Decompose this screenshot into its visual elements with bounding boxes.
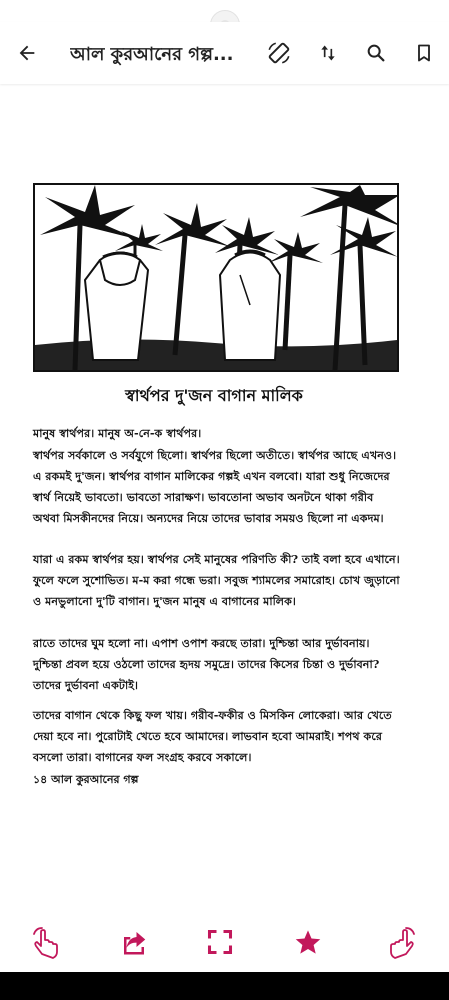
bottom-toolbar [0, 910, 449, 972]
status-bar [0, 0, 449, 22]
page-title: আল কুরআনের গল্প... [70, 44, 234, 65]
paragraph: যারা এ রকম স্বার্থপর হয়। স্বার্থপর সেই মানুষের পরিণতি কী? তাই বলা হবে এখানে। ফুলে ফলে সুশোভিত। ম-ম করা গন্ধে ভরা। সবুজ শ্যামলের সমারোহ। চোখ জুড়ানো ও মনভুলানো দু'টি বাগান। দু'জন মানুষ এ বাগানের মালিক। [33, 552, 400, 608]
fullscreen-icon[interactable] [202, 924, 238, 960]
swipe-left-hand-icon[interactable] [28, 924, 64, 960]
story-heading: স্বার্থপর দু'জন বাগান মালিক [125, 386, 303, 405]
palm-garden-illustration [33, 183, 399, 372]
search-icon[interactable] [361, 38, 391, 68]
paragraph: স্বার্থপর সর্বকালে ও সর্বযুগে ছিলো। স্বার্থপর ছিলো অতীতে। স্বার্থপর আছে এখনও। এ রকমই দু'জন। স্বার্থপর বাগান মালিকের গল্পই এখন বলবো। যারা শুধু নিজেদের স্বার্থ নিয়েই ভাবতো। ভাবতো সারাক্ষণ। ভাবতোনা অভাব অনটনে থাকা গরীব অথবা মিসকীনদের নিয়ে। অন্যদের নিয়ে তাদের ভাবার সময়ও ছিলো না একদম। [33, 448, 397, 525]
app-bar [0, 22, 449, 84]
star-icon[interactable] [290, 924, 326, 960]
paragraph: তাদের বাগান থেকে কিছু ফল খায়। গরীব-ফকীর ও মিসকিন লোকেরা। আর খেতে দেয়া হবে না। পুরোটাই খেতে হবে আমাদের। লাভবান হবো আমরাই। শপথ করে বসলো তারা। বাগানের ফল সংগ্রহ করবে সকালে। [33, 708, 392, 764]
sort-icon[interactable] [313, 38, 343, 68]
bookmark-icon[interactable] [409, 38, 439, 68]
rotate-screen-icon[interactable] [264, 38, 294, 68]
page-footer: ১৪ আল কুরআনের গল্প [33, 773, 139, 786]
system-nav-bar [0, 972, 449, 1000]
share-icon[interactable] [116, 924, 152, 960]
swipe-right-hand-icon[interactable] [384, 924, 420, 960]
book-page [25, 175, 403, 795]
paragraph: রাতে তাদের ঘুম হলো না। এপাশ ওপাশ করছে তারা। দুশ্চিন্তা আর দুর্ভাবনায়। দুশ্চিন্তা প্রবল হয়ে ওঠলো তাদের হৃদয় সমুদ্রে। তাদের কিসের চিন্তা ও দুর্ভাবনা? তাদের দুর্ভাবনা একটাই। [33, 636, 380, 692]
paragraph: মানুষ স্বার্থপর। মানুষ অ-নে-ক স্বার্থপর। [33, 426, 202, 440]
back-arrow-icon[interactable] [12, 38, 42, 68]
